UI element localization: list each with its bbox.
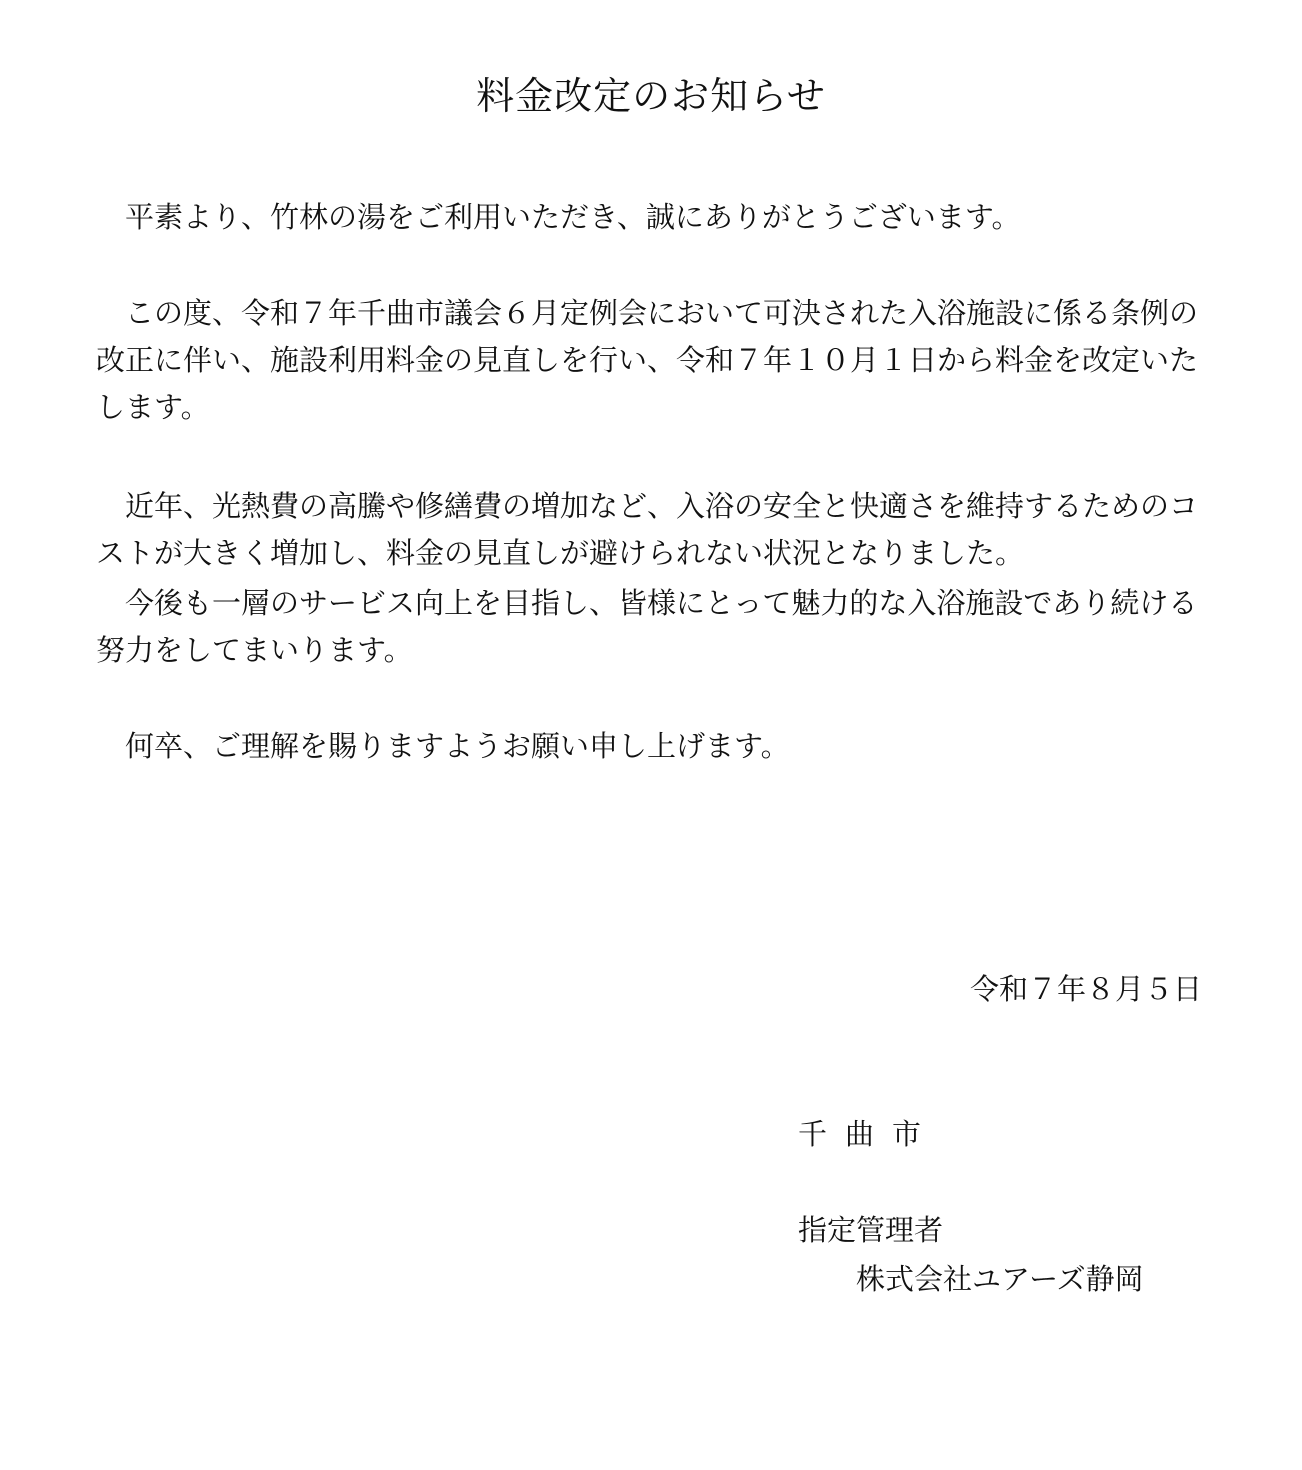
paragraph-reason: 近年、光熱費の高騰や修繕費の増加など、入浴の安全と快適さを維持するためのコストが大きく増加し、料金の見直しが避けられない状況となりました。 <box>96 489 1199 570</box>
manager-label: 指定管理者 <box>798 1213 944 1247</box>
paragraph-revision-notice: この度、令和７年千曲市議会６月定例会において可決された入浴施設に係る条例の改正に伴い、施設利用料金の見直しを行い、令和７年１０月１日から料金を改定いたします。 <box>96 296 1199 424</box>
paragraph-commitment: 今後も一層のサービス向上を目指し、皆様にとって魅力的な入浴施設であり続ける努力をしてまいります。 <box>96 586 1198 667</box>
document-title: 料金改定のお知らせ <box>476 74 826 118</box>
issue-date: 令和７年８月５日 <box>969 972 1202 1006</box>
paragraph-greeting: 平素より、竹林の湯をご利用いただき、誠にありがとうございます。 <box>125 200 1021 234</box>
paragraph-closing: 何卒、ご理解を賜りますようお願い申し上げます。 <box>125 729 790 763</box>
issuer-name: 千曲市 <box>798 1117 940 1151</box>
company-name: 株式会社ユアーズ静岡 <box>856 1262 1144 1296</box>
